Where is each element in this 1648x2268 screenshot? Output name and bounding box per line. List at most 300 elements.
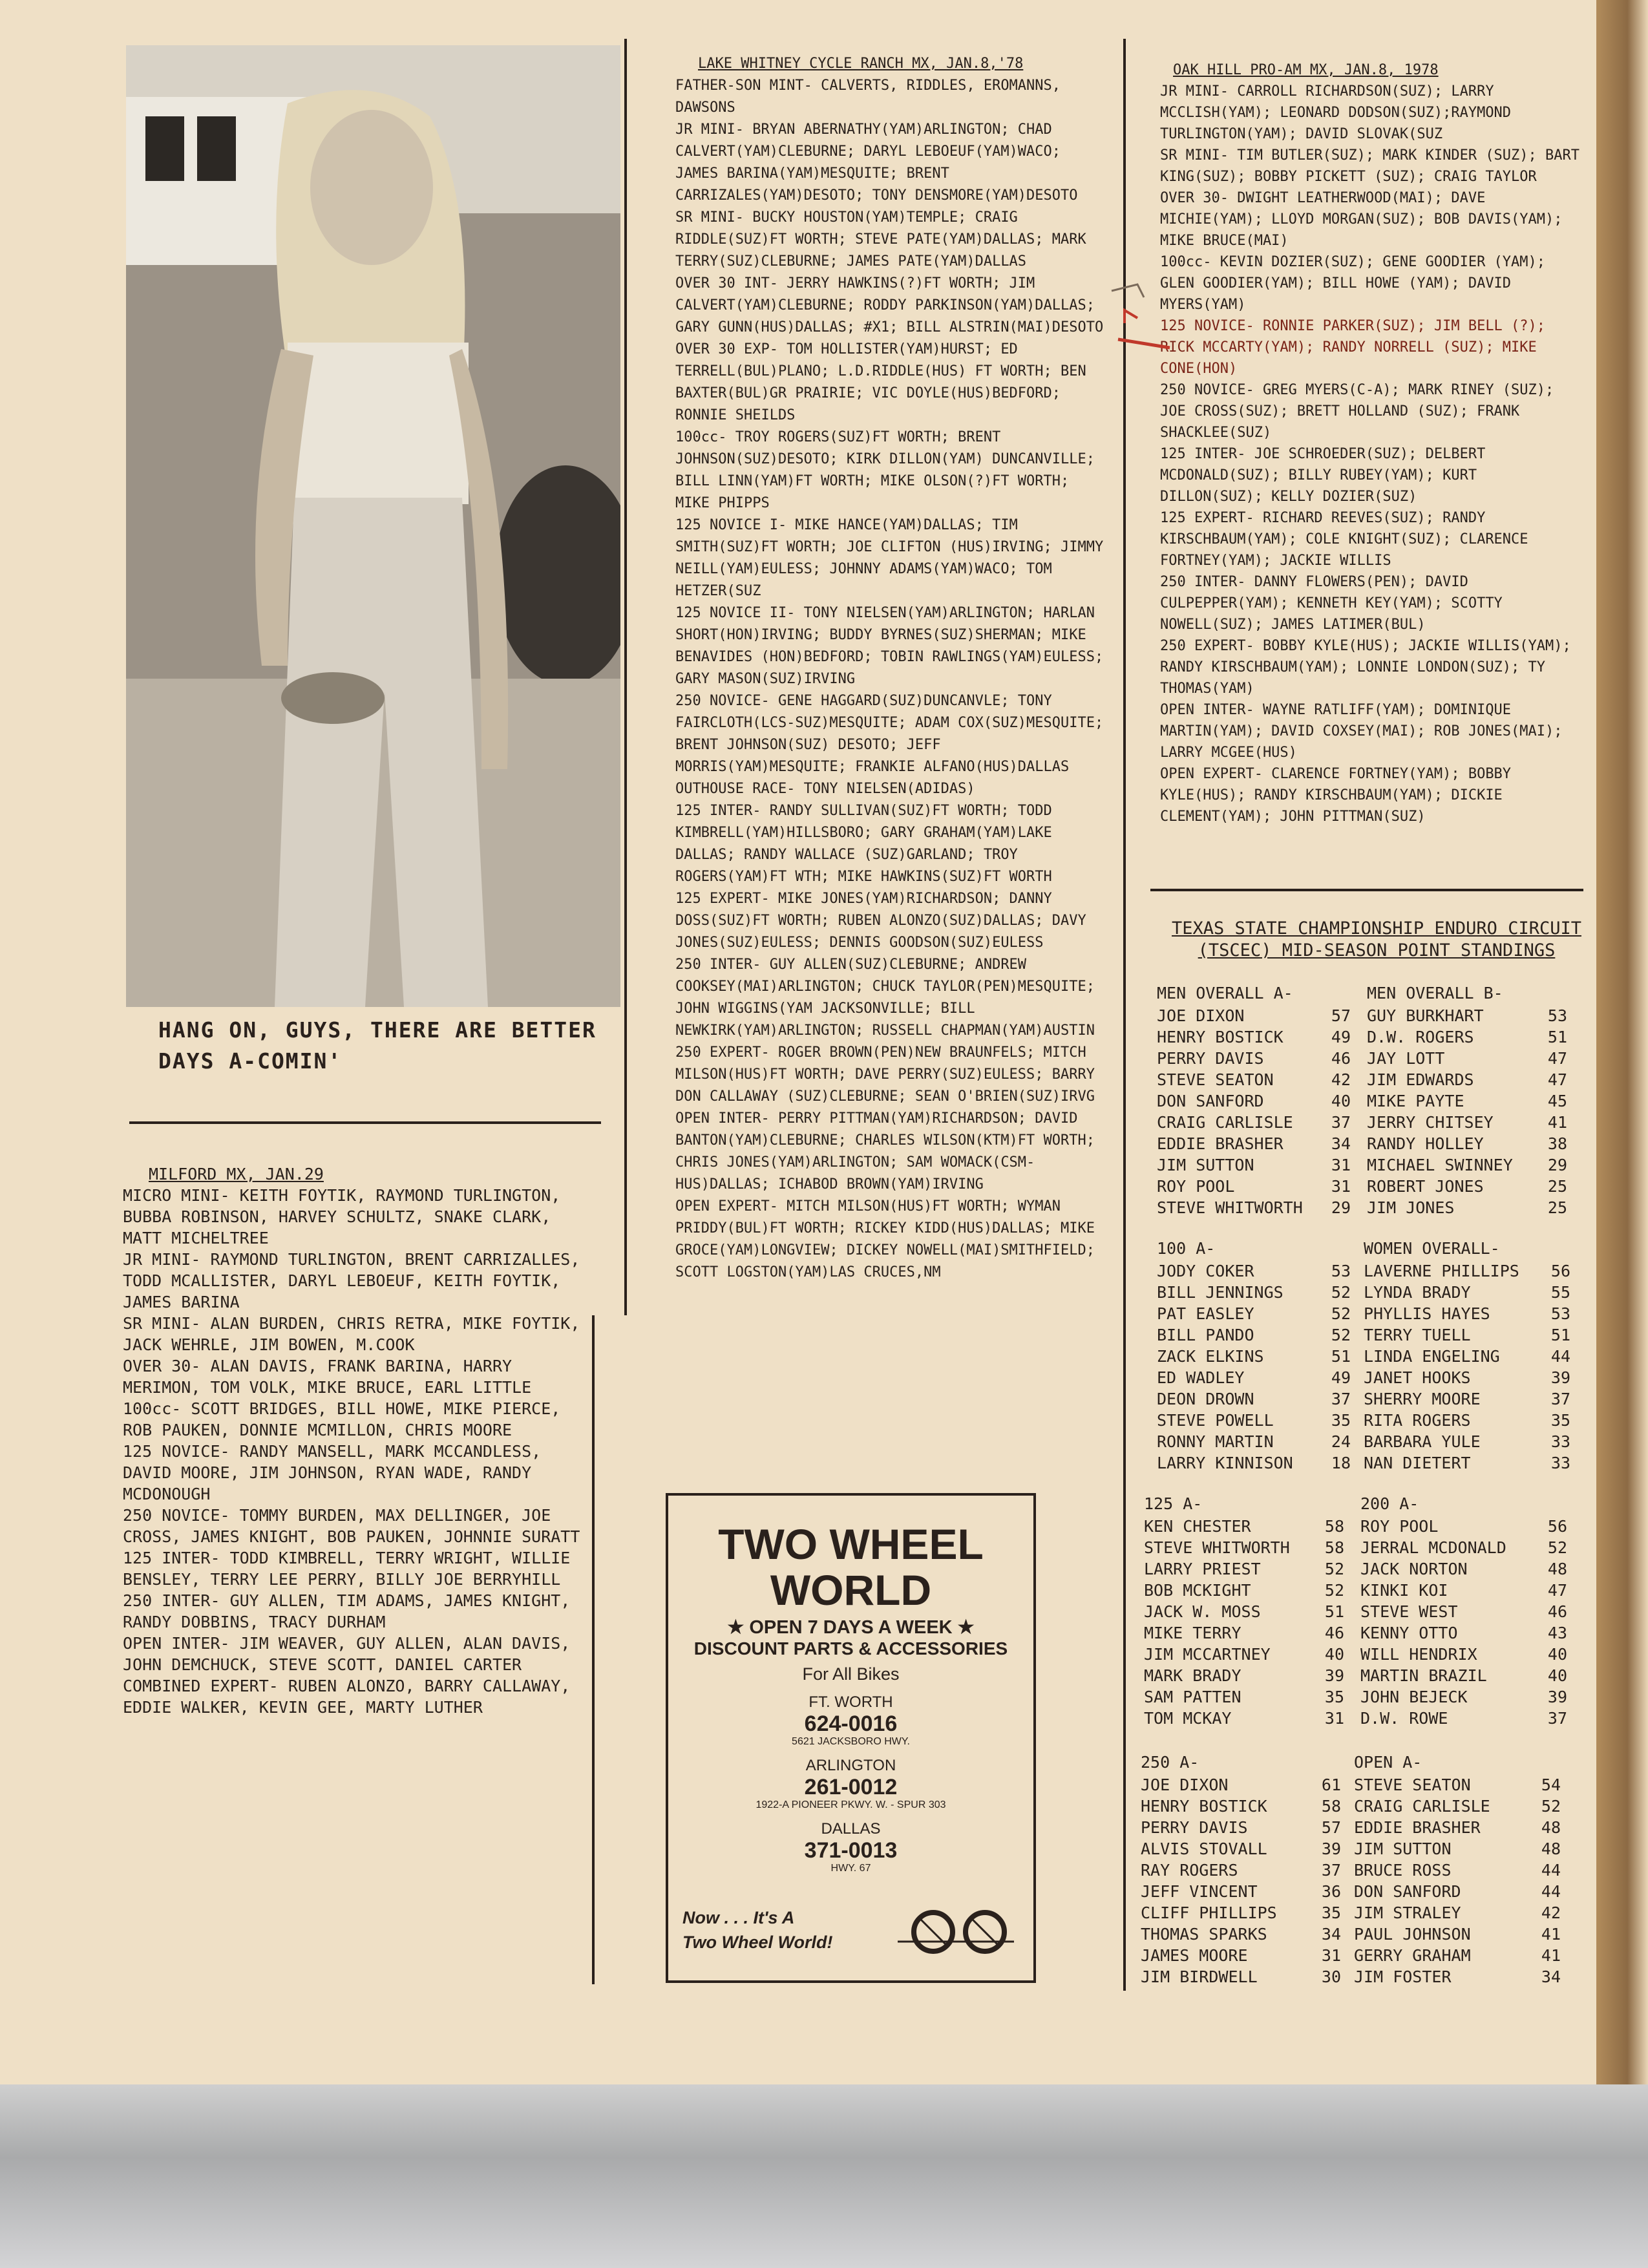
ad-location-address: 1922-A PIONEER PKWY. W. - SPUR 303 xyxy=(755,1799,946,1810)
rider-points: 37 xyxy=(1547,1709,1567,1728)
standings-row xyxy=(1367,1069,1567,1090)
rider-name: CLIFF PHILLIPS xyxy=(1141,1903,1277,1922)
photo-caption: HANG ON, GUYS, THERE ARE BETTER DAYS A-COMIN' xyxy=(158,1017,597,1074)
rider-points: 45 xyxy=(1547,1092,1567,1110)
rider-name: LARRY KINNISON xyxy=(1157,1454,1293,1472)
rider-points: 25 xyxy=(1547,1177,1567,1196)
standings-row xyxy=(1157,1090,1351,1112)
rider-name: MIKE TERRY xyxy=(1144,1624,1241,1642)
rider-name: PAT EASLEY xyxy=(1157,1304,1254,1323)
rider-points: 48 xyxy=(1547,1560,1567,1578)
result-entry: 250 EXPERT- BOBBY KYLE(HUS); JACKIE WILLIS(YAM); RANDY KIRSCHBAUM(YAM); LONNIE LONDON(SUZ); TY THOMAS(YAM) xyxy=(1160,638,1571,697)
rider-name: WILL HENDRIX xyxy=(1360,1645,1477,1664)
rider-name: ROY POOL xyxy=(1360,1517,1439,1536)
result-entry: 250 NOVICE- GREG MYERS(C-A); MARK RINEY (SUZ); JOE CROSS(SUZ); BRETT HOLLAND (SUZ); FRANK SHACKLEE(SUZ) xyxy=(1160,382,1554,441)
result-entry: JR MINI- BRYAN ABERNATHY(YAM)ARLINGTON; CHAD CALVERT(YAM)CLEBURNE; DARYL LEBOEUF(YAM)WACO; JAMES BARINA(YAM)MESQUITE; BRENT CARRIZALES(YAM)DESOTO; TONY DENSMORE(YAM)DESOTO xyxy=(675,122,1078,204)
rider-name: EDDIE BRASHER xyxy=(1354,1818,1481,1837)
rider-points: 39 xyxy=(1324,1666,1344,1685)
standings-row xyxy=(1354,1860,1561,1881)
rider-name: ROBERT JONES xyxy=(1367,1177,1484,1196)
rider-name: HENRY BOSTICK xyxy=(1157,1028,1284,1046)
rider-points: 39 xyxy=(1547,1688,1567,1706)
result-entry: JR MINI- CARROLL RICHARDSON(SUZ); LARRY MCCLISH(YAM); LEONARD DODSON(SUZ);RAYMOND TURLINGTON(YAM); DAVID SLOVAK(SUZ xyxy=(1160,83,1512,142)
rider-points: 52 xyxy=(1547,1538,1567,1557)
rider-points: 38 xyxy=(1547,1134,1567,1153)
standings-row xyxy=(1367,1133,1567,1154)
rider-name: DON SANFORD xyxy=(1354,1882,1461,1901)
standings-row xyxy=(1157,1154,1351,1176)
standings-row xyxy=(1354,1796,1561,1817)
rider-name: JOE DIXON xyxy=(1141,1775,1229,1794)
rider-name: JIM FOSTER xyxy=(1354,1967,1452,1986)
rider-points: 49 xyxy=(1331,1368,1351,1387)
standings-250-a xyxy=(1141,1752,1341,1987)
rider-name: HENRY BOSTICK xyxy=(1141,1797,1267,1816)
rider-points: 41 xyxy=(1547,1113,1567,1132)
result-entry: MICRO MINI- KEITH FOYTIK, RAYMOND TURLINGTON, BUBBA ROBINSON, HARVEY SCHULTZ, SNAKE CLARK, MATT MICHELTREE xyxy=(123,1186,561,1247)
rider-points: 40 xyxy=(1547,1645,1567,1664)
standings-row xyxy=(1354,1945,1561,1966)
standings-row xyxy=(1157,1005,1351,1026)
rider-name: JIM JONES xyxy=(1367,1198,1455,1217)
standings-row xyxy=(1157,1324,1351,1346)
rider-name: JIM STRALEY xyxy=(1354,1903,1461,1922)
standings-row xyxy=(1157,1388,1351,1410)
rider-name: STEVE WHITWORTH xyxy=(1144,1538,1290,1557)
rider-points: 31 xyxy=(1324,1709,1344,1728)
result-entry: OPEN INTER- JIM WEAVER, GUY ALLEN, ALAN DAVIS, JOHN DEMCHUCK, STEVE SCOTT, DANIEL CARTER xyxy=(123,1634,571,1674)
rider-points: 29 xyxy=(1331,1198,1351,1217)
standings-row xyxy=(1367,1090,1567,1112)
standings-row xyxy=(1157,1282,1351,1303)
rider-name: STEVE SEATON xyxy=(1354,1775,1471,1794)
standings-125-a xyxy=(1144,1493,1344,1729)
standings-row xyxy=(1360,1558,1567,1580)
lake-whitney-heading: LAKE WHITNEY CYCLE RANCH MX, JAN.8,'78 xyxy=(698,56,1024,72)
ad-location-phone: 261-0012 xyxy=(804,1775,898,1799)
rider-name: STEVE POWELL xyxy=(1157,1411,1274,1430)
paper-edge xyxy=(1596,0,1648,2084)
standings-row xyxy=(1141,1860,1341,1881)
rider-points: 52 xyxy=(1331,1326,1351,1344)
rider-name: BILL PANDO xyxy=(1157,1326,1254,1344)
rider-points: 31 xyxy=(1331,1156,1351,1174)
standings-row xyxy=(1360,1580,1567,1601)
rider-points: 33 xyxy=(1550,1454,1570,1472)
result-entry: OPEN EXPERT- MITCH MILSON(HUS)FT WORTH; WYMAN PRIDDY(BUL)FT WORTH; RICKEY KIDD(HUS)DALLAS; MIKE GROCE(YAM)LONGVIEW; DICKEY NOWELL(MAI)SMITHFIELD; SCOTT LOGSTON(YAM)LAS CRUCES,NM xyxy=(675,1198,1095,1280)
standings-row xyxy=(1354,1902,1561,1924)
rider-points: 46 xyxy=(1331,1049,1351,1068)
photo-woman-at-races xyxy=(126,45,620,1007)
result-entry: 125 NOVICE- RONNIE PARKER(SUZ); JIM BELL (?); RICK MCCARTY(YAM); RANDY NORRELL (SUZ); MIKE CONE(HON) xyxy=(1160,318,1546,377)
result-entry: SR MINI- TIM BUTLER(SUZ); MARK KINDER (SUZ); BART KING(SUZ); BOBBY PICKETT (SUZ); CRAIG TAYLOR xyxy=(1160,147,1580,185)
ad-slogan-line2: Two Wheel World! xyxy=(682,1933,833,1952)
rider-name: BARBARA YULE xyxy=(1364,1432,1481,1451)
rider-points: 33 xyxy=(1550,1432,1570,1451)
rider-points: 24 xyxy=(1331,1432,1351,1451)
standings-row xyxy=(1360,1708,1567,1729)
rider-points: 47 xyxy=(1547,1049,1567,1068)
rider-name: JEFF VINCENT xyxy=(1141,1882,1258,1901)
rider-name: TOM MCKAY xyxy=(1144,1709,1232,1728)
rider-name: SHERRY MOORE xyxy=(1364,1390,1481,1408)
rider-points: 36 xyxy=(1321,1882,1341,1901)
rider-name: JACK NORTON xyxy=(1360,1560,1468,1578)
rider-name: SAM PATTEN xyxy=(1144,1688,1241,1706)
rider-points: 37 xyxy=(1331,1390,1351,1408)
standings-100-a xyxy=(1157,1238,1351,1474)
rider-points: 31 xyxy=(1321,1946,1341,1965)
standings-row xyxy=(1144,1601,1344,1622)
standings-row xyxy=(1364,1367,1570,1388)
rider-name: ED WADLEY xyxy=(1157,1368,1245,1387)
result-entry: OPEN INTER- WAYNE RATLIFF(YAM); DOMINIQUE MARTIN(YAM); DAVID COXSEY(MAI); ROB JONES(MAI); LARRY MCGEE(HUS) xyxy=(1160,702,1563,761)
result-entry: OVER 30 INT- JERRY HAWKINS(?)FT WORTH; JIM CALVERT(YAM)CLEBURNE; RODDY PARKINSON(YAM)DALLAS; GARY GUNN(HUS)DALLAS; #X1; BILL ALSTRIN(MAI)DESOTO xyxy=(675,275,1104,335)
rider-name: STEVE SEATON xyxy=(1157,1070,1274,1089)
standings-row xyxy=(1354,1881,1561,1902)
result-entry: 125 EXPERT- RICHARD REEVES(SUZ); RANDY KIRSCHBAUM(YAM); COLE KNIGHT(SUZ); CLARENCE FORTNEY(YAM); JACKIE WILLIS xyxy=(1160,510,1528,569)
rider-points: 34 xyxy=(1321,1925,1341,1944)
rider-name: JIM SUTTON xyxy=(1157,1156,1254,1174)
result-entry: 125 EXPERT- MIKE JONES(YAM)RICHARDSON; DANNY DOSS(SUZ)FT WORTH; RUBEN ALONZO(SUZ)DALLAS; DAVY JONES(SUZ)EULESS; DENNIS GOODSON(SUZ)EULESS xyxy=(675,891,1086,951)
result-entry: 125 NOVICE I- MIKE HANCE(YAM)DALLAS; TIM SMITH(SUZ)FT WORTH; JOE CLIFTON (HUS)IRVING; JIMMY NEILL(YAM)EULESS; JOHNNY ADAMS(YAM)WACO; TOM HETZER(SUZ xyxy=(675,517,1104,599)
rider-name: JIM MCCARTNEY xyxy=(1144,1645,1271,1664)
result-entry: OVER 30- DWIGHT LEATHERWOOD(MAI); DAVE MICHIE(YAM); LLOYD MORGAN(SUZ); BOB DAVIS(YAM); MIKE BRUCE(MAI) xyxy=(1160,190,1563,249)
rider-name: MIKE PAYTE xyxy=(1367,1092,1464,1110)
rider-points: 52 xyxy=(1541,1797,1561,1816)
standings-row xyxy=(1141,1945,1341,1966)
result-entry: 250 NOVICE- TOMMY BURDEN, MAX DELLINGER, JOE CROSS, JAMES KNIGHT, BOB PAUKEN, JOHNNIE SURATT xyxy=(123,1506,580,1546)
rider-name: JAY LOTT xyxy=(1367,1049,1445,1068)
standings-row xyxy=(1157,1026,1351,1048)
result-entry: 100cc- TROY ROGERS(SUZ)FT WORTH; BRENT JOHNSON(SUZ)DESOTO; KIRK DILLON(YAM) DUNCANVILLE; BILL LINN(YAM)FT WORTH; MIKE OLSON(?)FT WORTH; MIKE PHIPPS xyxy=(675,429,1095,511)
standings-row xyxy=(1157,1367,1351,1388)
ad-title-line2: WORLD xyxy=(770,1566,932,1614)
standings-row xyxy=(1364,1324,1570,1346)
standings-row xyxy=(1354,1817,1561,1838)
rider-points: 47 xyxy=(1547,1581,1567,1600)
rider-name: JOE DIXON xyxy=(1157,1006,1245,1025)
ad-discount: DISCOUNT PARTS & ACCESSORIES xyxy=(693,1638,1008,1659)
result-entry: SR MINI- ALAN BURDEN, CHRIS RETRA, MIKE FOYTIK, JACK WEHRLE, JIM BOWEN, M.COOK xyxy=(123,1314,580,1354)
result-entry: COMBINED EXPERT- RUBEN ALONZO, BARRY CALLAWAY, EDDIE WALKER, KEVIN GEE, MARTY LUTHER xyxy=(123,1677,571,1717)
standings-row xyxy=(1354,1924,1561,1945)
rider-name: RONNY MARTIN xyxy=(1157,1432,1274,1451)
rider-points: 42 xyxy=(1541,1903,1561,1922)
standings-row xyxy=(1367,1005,1567,1026)
standings-row xyxy=(1360,1686,1567,1708)
result-entry: SR MINI- BUCKY HOUSTON(YAM)TEMPLE; CRAIG RIDDLE(SUZ)FT WORTH; STEVE PATE(YAM)DALLAS; MARK TERRY(SUZ)CLEBURNE; JAMES PATE(YAM)DALLAS xyxy=(675,209,1086,270)
standings-200-a xyxy=(1360,1493,1567,1729)
standings-row xyxy=(1141,1774,1341,1796)
rider-points: 29 xyxy=(1547,1156,1567,1174)
rider-name: CRAIG CARLISLE xyxy=(1157,1113,1293,1132)
rider-points: 35 xyxy=(1550,1411,1570,1430)
rider-name: THOMAS SPARKS xyxy=(1141,1925,1267,1944)
standings-open-a xyxy=(1354,1752,1561,1987)
standings-row xyxy=(1157,1112,1351,1133)
rider-name: BRUCE ROSS xyxy=(1354,1861,1452,1880)
standings-row xyxy=(1364,1303,1570,1324)
rider-points: 55 xyxy=(1550,1283,1570,1302)
rider-points: 40 xyxy=(1547,1666,1567,1685)
ad-location-address: HWY. 67 xyxy=(830,1863,871,1874)
rider-name: LYNDA BRADY xyxy=(1364,1283,1471,1302)
rider-points: 37 xyxy=(1331,1113,1351,1132)
column-divider xyxy=(592,1315,595,1984)
standings-row xyxy=(1354,1774,1561,1796)
result-entry: OPEN EXPERT- CLARENCE FORTNEY(YAM); BOBBY KYLE(HUS); RANDY KIRSCHBAUM(YAM); DICKIE CLEMENT(YAM); JOHN PITTMAN(SUZ) xyxy=(1160,766,1512,825)
rider-name: ZACK ELKINS xyxy=(1157,1347,1264,1366)
rider-points: 18 xyxy=(1331,1454,1351,1472)
rider-name: STEVE WHITWORTH xyxy=(1157,1198,1303,1217)
rider-name: MARK BRADY xyxy=(1144,1666,1241,1685)
standings-class-title: MEN OVERALL B- xyxy=(1367,984,1503,1002)
rider-points: 52 xyxy=(1324,1581,1344,1600)
rider-points: 56 xyxy=(1547,1517,1567,1536)
standings-row xyxy=(1360,1665,1567,1686)
rider-points: 41 xyxy=(1541,1925,1561,1944)
standings-row xyxy=(1157,1197,1351,1218)
rider-name: JERRY CHITSEY xyxy=(1367,1113,1494,1132)
rider-name: DEON DROWN xyxy=(1157,1390,1254,1408)
rider-points: 56 xyxy=(1550,1262,1570,1280)
rider-points: 40 xyxy=(1331,1092,1351,1110)
rider-points: 52 xyxy=(1331,1283,1351,1302)
milford-results xyxy=(123,1163,588,1718)
rider-name: CRAIG CARLISLE xyxy=(1354,1797,1490,1816)
result-entry: OPEN INTER- PERRY PITTMAN(YAM)RICHARDSON; DAVID BANTON(YAM)CLEBURNE; CHARLES WILSON(KTM)FT WORTH; CHRIS JONES(YAM)ARLINGTON; SAM WOMACK(CSM-HUS)DALLAS; ICHABOD BROWN(YAM)IRVING xyxy=(675,1110,1095,1192)
handwritten-margin-mark-icon xyxy=(1099,271,1189,375)
scan-background xyxy=(0,2084,1648,2268)
rider-name: JAMES MOORE xyxy=(1141,1946,1248,1965)
ad-location-phone: 624-0016 xyxy=(804,1712,898,1736)
rider-points: 51 xyxy=(1331,1347,1351,1366)
ad-location-city: FT. WORTH xyxy=(808,1693,893,1711)
result-entry: 250 INTER- GUY ALLEN(SUZ)CLEBURNE; ANDREW COOKSEY(MAI)ARLINGTON; CHUCK TAYLOR(PEN)MESQUITE; JOHN WIGGINS(YAM JACKSONVILLE; BILL NEWKIRK(YAM)ARLINGTON; RUSSELL CHAPMAN(YAM)AUSTIN xyxy=(675,957,1095,1039)
standings-row xyxy=(1157,1346,1351,1367)
rider-points: 48 xyxy=(1541,1818,1561,1837)
standings-row xyxy=(1141,1881,1341,1902)
standings-row xyxy=(1364,1260,1570,1282)
rider-points: 53 xyxy=(1547,1006,1567,1025)
rider-points: 40 xyxy=(1324,1645,1344,1664)
rider-points: 44 xyxy=(1550,1347,1570,1366)
rider-name: RITA ROGERS xyxy=(1364,1411,1471,1430)
standings-row xyxy=(1354,1838,1561,1860)
rider-points: 44 xyxy=(1541,1861,1561,1880)
rider-name: BOB MCKIGHT xyxy=(1144,1581,1251,1600)
standings-row xyxy=(1367,1048,1567,1069)
rider-name: KEN CHESTER xyxy=(1144,1517,1251,1536)
result-entry: 250 EXPERT- ROGER BROWN(PEN)NEW BRAUNFELS; MITCH MILSON(HUS)FT WORTH; DAVE PERRY(SUZ)EULESS; BARRY DON CALLAWAY (SUZ)CLEBURNE; SEAN O'BRIEN(SUZ)IRVG xyxy=(675,1044,1095,1105)
rider-name: TERRY TUELL xyxy=(1364,1326,1471,1344)
rider-points: 46 xyxy=(1547,1602,1567,1621)
rider-name: BILL JENNINGS xyxy=(1157,1283,1284,1302)
rider-name: KENNY OTTO xyxy=(1360,1624,1458,1642)
standings-row xyxy=(1157,1176,1351,1197)
standings-class-title: MEN OVERALL A- xyxy=(1157,984,1293,1002)
rider-name: DON SANFORD xyxy=(1157,1092,1264,1110)
standings-row xyxy=(1157,1048,1351,1069)
standings-class-title: WOMEN OVERALL- xyxy=(1364,1239,1500,1258)
rider-points: 34 xyxy=(1541,1967,1561,1986)
rider-points: 31 xyxy=(1331,1177,1351,1196)
rider-points: 35 xyxy=(1324,1688,1344,1706)
rider-points: 25 xyxy=(1547,1198,1567,1217)
standings-row xyxy=(1141,1817,1341,1838)
rider-points: 47 xyxy=(1547,1070,1567,1089)
ad-slogan xyxy=(682,1905,832,1955)
ad-location-city: DALLAS xyxy=(821,1820,881,1838)
oak-hill-results xyxy=(1160,59,1587,827)
ad-location-address: 5621 JACKSBORO HWY. xyxy=(792,1736,910,1747)
standings-row xyxy=(1367,1176,1567,1197)
rider-points: 46 xyxy=(1324,1624,1344,1642)
rider-name: JACK W. MOSS xyxy=(1144,1602,1261,1621)
standings-row xyxy=(1354,1966,1561,1987)
standings-row xyxy=(1144,1537,1344,1558)
standings-title: TEXAS STATE CHAMPIONSHIP ENDURO CIRCUIT (TSCEC) MID-SEASON POINT STANDINGS xyxy=(1172,918,1581,960)
standings-row xyxy=(1367,1197,1567,1218)
standings-row xyxy=(1157,1133,1351,1154)
standings-row xyxy=(1144,1580,1344,1601)
rider-name: RANDY HOLLEY xyxy=(1367,1134,1484,1153)
rider-name: LINDA ENGELING xyxy=(1364,1347,1500,1366)
standings-men-overall-a xyxy=(1157,982,1351,1218)
rider-name: D.W. ROGERS xyxy=(1367,1028,1474,1046)
column-divider xyxy=(624,39,627,1315)
result-entry: 125 INTER- TODD KIMBRELL, TERRY WRIGHT, WILLIE BENSLEY, TERRY LEE PERRY, BILLY JOE BERRYHILL xyxy=(123,1549,571,1589)
standings-row xyxy=(1364,1282,1570,1303)
standings-row xyxy=(1144,1644,1344,1665)
standings-row xyxy=(1157,1069,1351,1090)
rider-name: JIM EDWARDS xyxy=(1367,1070,1474,1089)
rider-name: STEVE WEST xyxy=(1360,1602,1458,1621)
ad-location-city: ARLINGTON xyxy=(805,1757,896,1774)
rider-points: 39 xyxy=(1550,1368,1570,1387)
rider-name: LAVERNE PHILLIPS xyxy=(1364,1262,1519,1280)
standings-row xyxy=(1144,1708,1344,1729)
rider-points: 37 xyxy=(1550,1390,1570,1408)
standings-row xyxy=(1141,1796,1341,1817)
standings-row xyxy=(1144,1622,1344,1644)
standings-row xyxy=(1364,1388,1570,1410)
standings-row xyxy=(1364,1452,1570,1474)
result-entry: 125 NOVICE- RANDY MANSELL, MARK MCCANDLESS, DAVID MOORE, JIM JOHNSON, RYAN WADE, RANDY MCDONOUGH xyxy=(123,1442,542,1503)
rider-name: ROY POOL xyxy=(1157,1177,1235,1196)
rider-points: 57 xyxy=(1331,1006,1351,1025)
rider-name: LARRY PRIEST xyxy=(1144,1560,1261,1578)
standings-row xyxy=(1360,1644,1567,1665)
rider-points: 52 xyxy=(1331,1304,1351,1323)
two-wheel-world-ad xyxy=(666,1493,1036,1983)
rider-points: 41 xyxy=(1541,1946,1561,1965)
standings-row xyxy=(1141,1902,1341,1924)
standings-row xyxy=(1144,1665,1344,1686)
result-entry: OVER 30 EXP- TOM HOLLISTER(YAM)HURST; ED TERRELL(BUL)PLANO; L.D.RIDDLE(HUS) FT WORTH; BEN BAXTER(BUL)GR PRAIRIE; VIC DOYLE(HUS)BEDFORD; RONNIE SHEILDS xyxy=(675,341,1086,423)
standings-row xyxy=(1367,1154,1567,1176)
ad-location-phone: 371-0013 xyxy=(804,1838,898,1863)
standings-men-overall-b xyxy=(1367,982,1567,1218)
standings-row xyxy=(1157,1260,1351,1282)
rider-name: JIM SUTTON xyxy=(1354,1839,1452,1858)
standings-row xyxy=(1141,1924,1341,1945)
standings-class-title: 125 A- xyxy=(1144,1494,1203,1513)
standings-row xyxy=(1360,1516,1567,1537)
result-entry: OVER 30- ALAN DAVIS, FRANK BARINA, HARRY MERIMON, TOM VOLK, MIKE BRUCE, EARL LITTLE xyxy=(123,1357,532,1397)
result-entry: 250 NOVICE- GENE HAGGARD(SUZ)DUNCANVLE; TONY FAIRCLOTH(LCS-SUZ)MESQUITE; ADAM COX(SUZ)MESQUITE; BRENT JOHNSON(SUZ) DESOTO; JEFF MORRIS(YAM)MESQUITE; FRANKIE ALFANO(HUS)DALLAS xyxy=(675,693,1104,775)
rider-name: JOHN BEJECK xyxy=(1360,1688,1468,1706)
lake-whitney-results xyxy=(675,53,1108,1284)
rider-name: JERRAL MCDONALD xyxy=(1360,1538,1506,1557)
ad-all-bikes: For All Bikes xyxy=(802,1664,900,1684)
oak-hill-heading: OAK HILL PRO-AM MX, JAN.8, 1978 xyxy=(1173,62,1439,78)
standings-row xyxy=(1141,1838,1341,1860)
rider-name: EDDIE BRASHER xyxy=(1157,1134,1284,1153)
rider-name: PAUL JOHNSON xyxy=(1354,1925,1471,1944)
rider-points: 43 xyxy=(1547,1624,1567,1642)
standings-class-title: 250 A- xyxy=(1141,1753,1199,1772)
standings-row xyxy=(1144,1686,1344,1708)
standings-row xyxy=(1360,1537,1567,1558)
standings-row xyxy=(1364,1346,1570,1367)
rider-points: 57 xyxy=(1321,1818,1341,1837)
standings-row xyxy=(1157,1452,1351,1474)
standings-row xyxy=(1367,1026,1567,1048)
standings-row xyxy=(1157,1410,1351,1431)
rider-points: 49 xyxy=(1331,1028,1351,1046)
rider-name: KINKI KOI xyxy=(1360,1581,1448,1600)
rider-points: 42 xyxy=(1331,1070,1351,1089)
standings-row xyxy=(1360,1601,1567,1622)
rider-points: 58 xyxy=(1321,1797,1341,1816)
result-entry: JR MINI- RAYMOND TURLINGTON, BRENT CARRIZALLES, TODD MCALLISTER, DARYL LEBOEUF, KEITH FOYTIK, JAMES BARINA xyxy=(123,1250,580,1311)
standings-row xyxy=(1144,1558,1344,1580)
ad-slogan-line1: Now . . . It's A xyxy=(682,1908,795,1927)
rider-points: 51 xyxy=(1547,1028,1567,1046)
rider-name: GERRY GRAHAM xyxy=(1354,1946,1471,1965)
rider-points: 54 xyxy=(1541,1775,1561,1794)
rider-points: 61 xyxy=(1321,1775,1341,1794)
rider-name: D.W. ROWE xyxy=(1360,1709,1448,1728)
rider-name: GUY BURKHART xyxy=(1367,1006,1484,1025)
rider-name: JANET HOOKS xyxy=(1364,1368,1471,1387)
rider-points: 35 xyxy=(1331,1411,1351,1430)
standings-class-title: OPEN A- xyxy=(1354,1753,1422,1772)
rider-points: 37 xyxy=(1321,1861,1341,1880)
rider-points: 35 xyxy=(1321,1903,1341,1922)
rider-name: ALVIS STOVALL xyxy=(1141,1839,1267,1858)
result-entry: 125 INTER- RANDY SULLIVAN(SUZ)FT WORTH; TODD KIMBRELL(YAM)HILLSBORO; GARY GRAHAM(YAM)LAKE DALLAS; RANDY WALLACE (SUZ)GARLAND; TROY ROGERS(YAM)FT WTH; MIKE HAWKINS(SUZ)FT WORTH xyxy=(675,803,1052,885)
result-entry: 250 INTER- DANNY FLOWERS(PEN); DAVID CULPEPPER(YAM); KENNETH KEY(YAM); SCOTTY NOWELL(SUZ); JAMES LATIMER(BUL) xyxy=(1160,574,1503,633)
rider-points: 44 xyxy=(1541,1882,1561,1901)
standings-row xyxy=(1157,1431,1351,1452)
standings-row xyxy=(1364,1431,1570,1452)
result-entry: 125 NOVICE II- TONY NIELSEN(YAM)ARLINGTON; HARLAN SHORT(HON)IRVING; BUDDY BYRNES(SUZ)SHERMAN; MIKE BENAVIDES (HON)BEDFORD; TOBIN RAWLINGS(YAM)EULESS; GARY MASON(SUZ)IRVING xyxy=(675,605,1104,687)
rider-points: 51 xyxy=(1550,1326,1570,1344)
standings-row xyxy=(1367,1112,1567,1133)
rider-name: PHYLLIS HAYES xyxy=(1364,1304,1490,1323)
rider-name: NAN DIETERT xyxy=(1364,1454,1471,1472)
rider-points: 39 xyxy=(1321,1839,1341,1858)
rider-points: 53 xyxy=(1550,1304,1570,1323)
rider-points: 30 xyxy=(1321,1967,1341,1986)
rider-name: JIM BIRDWELL xyxy=(1141,1967,1258,1986)
rider-name: PERRY DAVIS xyxy=(1157,1049,1264,1068)
rider-points: 58 xyxy=(1324,1517,1344,1536)
rider-name: MICHAEL SWINNEY xyxy=(1367,1156,1513,1174)
